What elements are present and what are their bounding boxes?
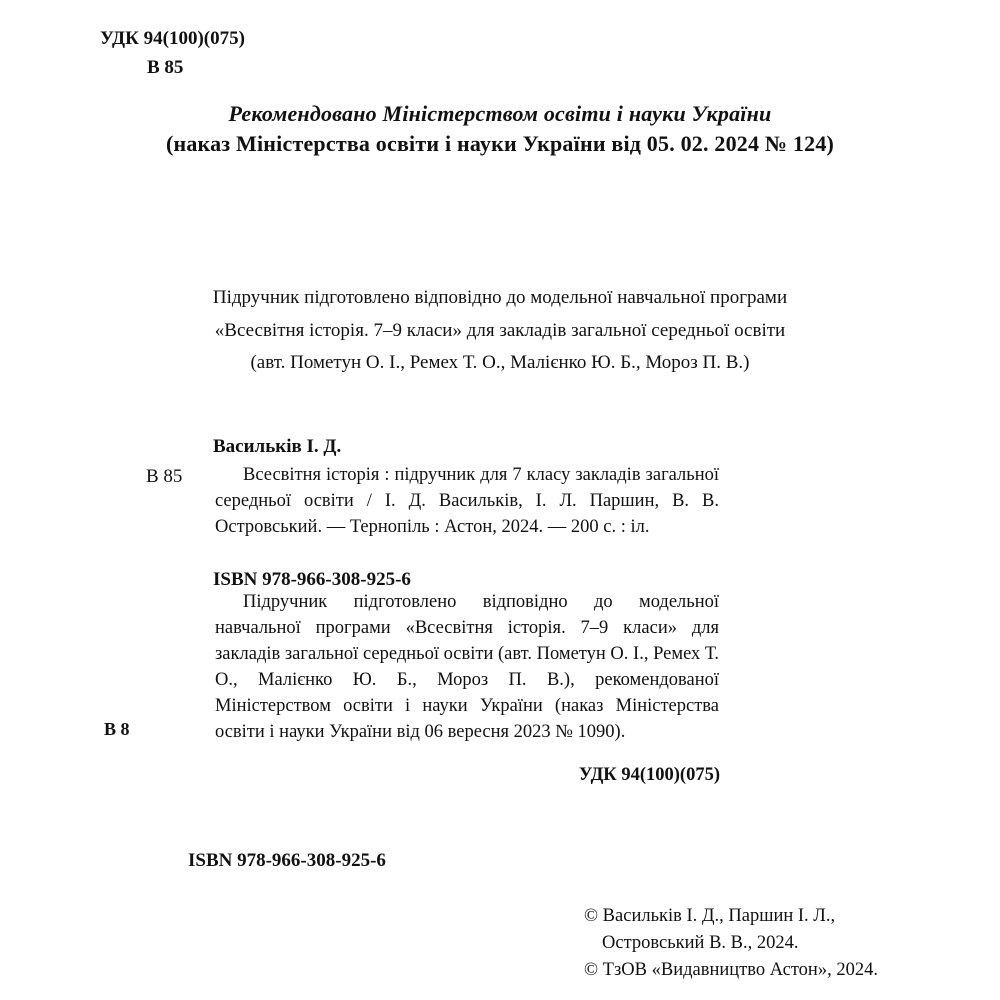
card-udk: УДК 94(100)(075) (578, 765, 720, 785)
card-author: Васильків І. Д. (213, 436, 342, 457)
copyright-authors: © Васильків І. Д., Паршин І. Л., (584, 906, 836, 926)
card-annotation (215, 589, 719, 745)
recommendation-order: (наказ Міністерства освіти і науки України від 05. 02. 2024 № 124) (165, 131, 835, 156)
card-description (215, 462, 719, 540)
copyright-block (584, 903, 878, 984)
program-note-line: (авт. Пометун О. І., Ремех Т. О., Малієнко Ю. Б., Мороз П. В.) (250, 352, 750, 373)
udk-code: УДК 94(100)(075) (100, 28, 245, 49)
recommendation-title: Рекомендовано Міністерством освіти і науки України (228, 101, 772, 126)
copyright-publisher: © ТзОВ «Видавництво Астон», 2024. (584, 960, 878, 980)
author-mark: В 85 (147, 57, 184, 78)
card-author-mark: В 85 (146, 466, 183, 487)
card-edge-mark: В 8 (104, 719, 130, 739)
card-description-text: Всесвітня історія : підручник для 7 класу закладів загальної середньої освіти / І. Д. Васильків, І. Л. Паршин, В. В. Островський. — Тернопіль : Астон, 2024. — 200 с. : іл. (215, 465, 719, 537)
isbn: ISBN 978-966-308-925-6 (188, 850, 386, 871)
copyright-authors-cont: Островський В. В., 2024. (602, 933, 799, 953)
program-note-line: Підручник підготовлено відповідно до модельної навчальної програми (212, 287, 788, 308)
card-annotation-text: Підручник підготовлено відповідно до модельної навчальної програми «Всесвітня історія. 7–9 класи» для закладів загальної середньої освіти (авт. Пометун О. І., Ремех Т. О., Малієнко Ю. Б., Мороз П. В.), рекомендованої Міністерством освіти і науки України (наказ Міністерства освіти і науки України від 06 вересня 2023 № 1090). (215, 592, 719, 742)
program-note-line: «Всесвітня історія. 7–9 класи» для закладів загальної середньої освіти (214, 320, 786, 341)
card-isbn: ISBN 978-966-308-925-6 (213, 569, 411, 590)
